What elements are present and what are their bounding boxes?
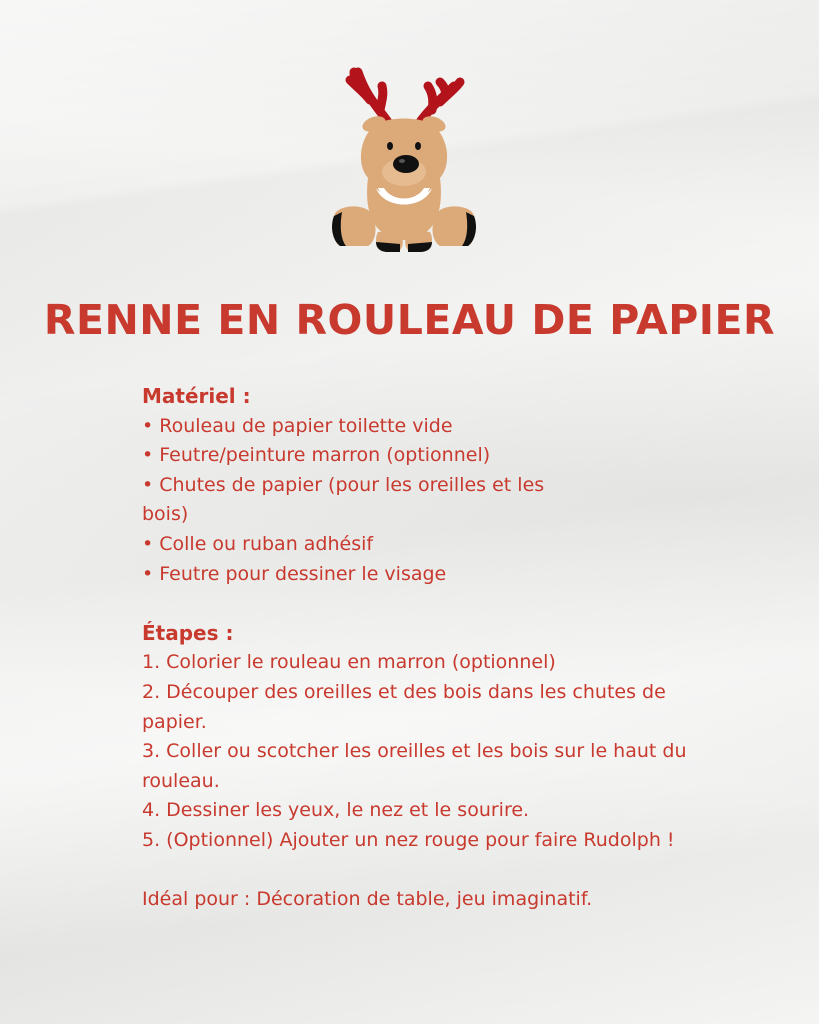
material-item: • Rouleau de papier toilette vide xyxy=(142,414,453,437)
material-item: • Feutre/peinture marron (optionnel) xyxy=(142,444,491,467)
step-item: 1. Colorier le rouleau en marron (optionnel) xyxy=(142,651,556,674)
antlers-icon xyxy=(350,72,460,122)
material-item: • Chutes de papier (pour les oreilles et les bois) xyxy=(142,473,545,526)
page-title: RENNE EN ROULEAU DE PAPIER xyxy=(43,296,776,344)
materials-heading: Matériel : xyxy=(142,384,251,408)
material-item: • Feutre pour dessiner le visage xyxy=(142,562,447,585)
instructions xyxy=(142,382,722,915)
step-item: 5. (Optionnel) Ajouter un nez rouge pour faire Rudolph ! xyxy=(142,828,675,851)
step-item: 4. Dessiner les yeux, le nez et le sourire. xyxy=(142,799,530,822)
step-item: 3. Coller ou scotcher les oreilles et les bois sur le haut du rouleau. xyxy=(142,740,687,792)
step-item: 2. Découper des oreilles et des bois dans les chutes de papier. xyxy=(142,680,666,733)
steps-heading: Étapes : xyxy=(142,620,234,645)
ideal-for-note: Idéal pour : Décoration de table, jeu imaginatif. xyxy=(142,888,593,911)
material-item: • Colle ou ruban adhésif xyxy=(142,532,374,555)
reindeer-illustration xyxy=(328,60,480,256)
